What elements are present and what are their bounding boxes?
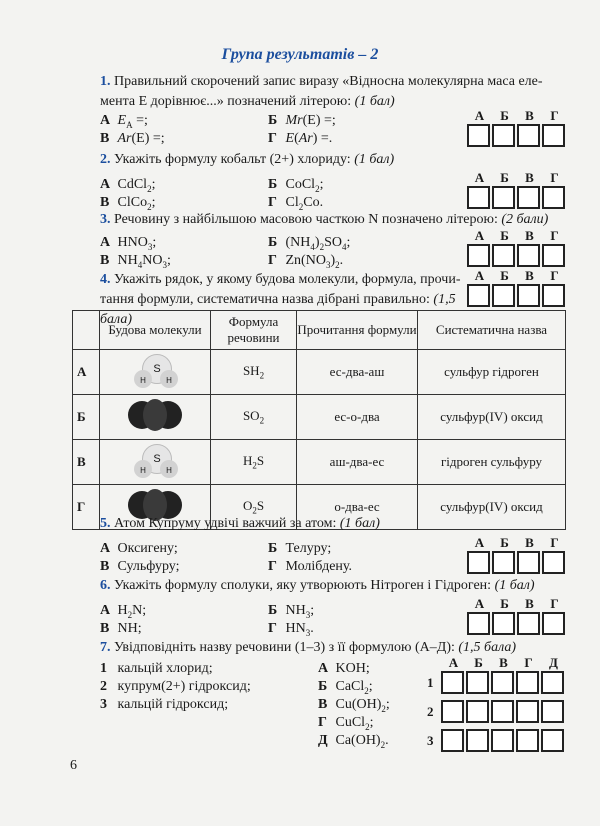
q5-option-c[interactable]: В Сульфуру;	[100, 559, 180, 574]
q6-option-b[interactable]: Б $NH_3$;	[268, 603, 315, 620]
q3-option-a[interactable]: А $HNO_3$;	[100, 235, 157, 252]
question-6: 6. Укажіть формулу сполуки, яку утворюють Нітроген і Гідроген: (1 бал)	[100, 578, 535, 593]
col-name: Систематична назва	[418, 311, 566, 350]
answer-box[interactable]	[542, 186, 565, 209]
q4-answer-grid: А Б В Г	[467, 268, 567, 307]
answer-box[interactable]	[441, 671, 464, 694]
q5-option-d[interactable]: Г Молібдену.	[268, 559, 352, 574]
q5-option-a[interactable]: А Оксигену;	[100, 541, 178, 556]
answer-box[interactable]	[541, 729, 564, 752]
answer-box[interactable]	[492, 186, 515, 209]
question-2: 2. Укажіть формулу кобальт (2+) хлориду: (1 бал)	[100, 152, 395, 167]
answer-box[interactable]	[492, 551, 515, 574]
answer-box[interactable]	[517, 244, 540, 267]
q6-option-c[interactable]: В NH;	[100, 621, 142, 636]
q7-left-3: 3 кальцій гідроксид;	[100, 697, 229, 712]
answer-box[interactable]	[492, 244, 515, 267]
answer-box[interactable]	[542, 124, 565, 147]
q7-right-b: Б CaCl$_2$;	[318, 679, 373, 696]
answer-box[interactable]	[517, 612, 540, 635]
molecule-table	[72, 310, 566, 530]
q3-option-d[interactable]: Г $Zn(NO_3)_2$.	[268, 253, 344, 270]
col-formula: Формула речовини	[211, 311, 297, 350]
answer-box[interactable]	[491, 671, 514, 694]
col-reading: Прочитання формули	[297, 311, 418, 350]
q1-answer-grid: А Б В Г	[467, 108, 567, 147]
answer-box[interactable]	[492, 284, 515, 307]
q6-option-a[interactable]: А $H_2N$;	[100, 603, 147, 620]
q5-option-b[interactable]: Б Телуру;	[268, 541, 332, 556]
q2-option-d[interactable]: Г $Cl_2Co$.	[268, 195, 324, 212]
q1-option-d[interactable]: Г E(Ar) =.	[268, 131, 333, 146]
answer-box[interactable]	[466, 671, 489, 694]
q1-option-a[interactable]: А $E_A$ =;	[100, 113, 148, 130]
q2-option-a[interactable]: А CdCl$_2$;	[100, 177, 156, 194]
q2-option-c[interactable]: В ClCo$_2$;	[100, 195, 156, 212]
page-number: 6	[70, 758, 77, 773]
q6-option-d[interactable]: Г $HN_3$.	[268, 621, 314, 638]
question-1: 1. Правильний скорочений запис виразу «Відносна молекулярна маса еле- мента Е дорівнює...» позначений літерою: (1 бал)	[100, 74, 543, 109]
answer-box[interactable]	[542, 551, 565, 574]
q7-answer-grid: А Б В Г Д 1 2 3	[427, 655, 566, 752]
answer-box[interactable]	[467, 186, 490, 209]
q1-option-b[interactable]: Б Mr(E) =;	[268, 113, 336, 128]
h2s-model-icon: S H H	[132, 352, 178, 388]
q3-option-b[interactable]: Б $(NH_4)_2SO_4$;	[268, 235, 351, 252]
answer-box[interactable]	[516, 729, 539, 752]
q7-right-c: В $Cu(OH)_2$;	[318, 697, 390, 714]
col-structure: Будова молекули	[100, 311, 211, 350]
answer-box[interactable]	[466, 700, 489, 723]
answer-box[interactable]	[467, 612, 490, 635]
answer-box[interactable]	[467, 284, 490, 307]
q3-option-c[interactable]: В $NH_4NO_3$;	[100, 253, 171, 270]
q7-right-d: Г CuCl$_2$;	[318, 715, 374, 732]
answer-box[interactable]	[516, 700, 539, 723]
answer-box[interactable]	[541, 700, 564, 723]
q7-right-e: Д $Ca(OH)_2$.	[318, 733, 389, 750]
q7-right-a: А KOH;	[318, 661, 370, 676]
question-7: 7. Увідповідніть назву речовини (1–3) з її формулою (А–Д): (1,5 бала)	[100, 640, 517, 655]
table-row: Б $SO_2$ ес-о-два сульфур(IV) оксид	[73, 395, 566, 440]
table-row: А S H H $SH_2$ ес-два-аш сульфур гідроген	[73, 350, 566, 395]
q7-left-2: 2 купрум(2+) гідроксид;	[100, 679, 251, 694]
question-4: 4. Укажіть рядок, у якому будова молекули, формула, прочи- тання формули, систематична назва дібрані правильно: (1,5 бала)	[100, 272, 461, 327]
answer-box[interactable]	[466, 729, 489, 752]
answer-box[interactable]	[467, 244, 490, 267]
q5-answer-grid: А Б В Г	[467, 535, 567, 574]
table-header-row	[73, 311, 566, 350]
answer-box[interactable]	[517, 124, 540, 147]
answer-box[interactable]	[441, 700, 464, 723]
answer-box[interactable]	[492, 612, 515, 635]
answer-box[interactable]	[517, 551, 540, 574]
q3-answer-grid: А Б В Г	[467, 228, 567, 267]
answer-box[interactable]	[467, 551, 490, 574]
question-5: 5. Атом Купруму удвічі важчий за атом: (1 бал)	[100, 516, 380, 531]
section-title: Група результатів – 2	[221, 46, 379, 63]
answer-box[interactable]	[517, 186, 540, 209]
answer-box[interactable]	[542, 284, 565, 307]
answer-box[interactable]	[441, 729, 464, 752]
table-row: В S H H $H_2S$ аш-два-ес гідроген сульфуру	[73, 440, 566, 485]
q6-answer-grid: А Б В Г	[467, 596, 567, 635]
q2-option-b[interactable]: Б CoCl$_2$;	[268, 177, 324, 194]
answer-box[interactable]	[542, 612, 565, 635]
answer-box[interactable]	[467, 124, 490, 147]
answer-box[interactable]	[542, 244, 565, 267]
answer-box[interactable]	[491, 729, 514, 752]
so2-model-icon	[128, 399, 182, 431]
answer-box[interactable]	[516, 671, 539, 694]
answer-box[interactable]	[491, 700, 514, 723]
answer-box[interactable]	[517, 284, 540, 307]
q2-answer-grid: А Б В Г	[467, 170, 567, 209]
h2s-model-icon: S H H	[132, 442, 178, 478]
q1-option-c[interactable]: В Ar(E) =;	[100, 131, 165, 146]
answer-box[interactable]	[541, 671, 564, 694]
table-row: Г $O_2S$ о-два-ес сульфур(IV) оксид	[73, 485, 566, 530]
q7-left-1: 1 кальцій хлорид;	[100, 661, 213, 676]
question-3: 3. Речовину з найбільшою масовою часткою N позначено літерою: (2 бали)	[100, 212, 549, 227]
answer-box[interactable]	[492, 124, 515, 147]
